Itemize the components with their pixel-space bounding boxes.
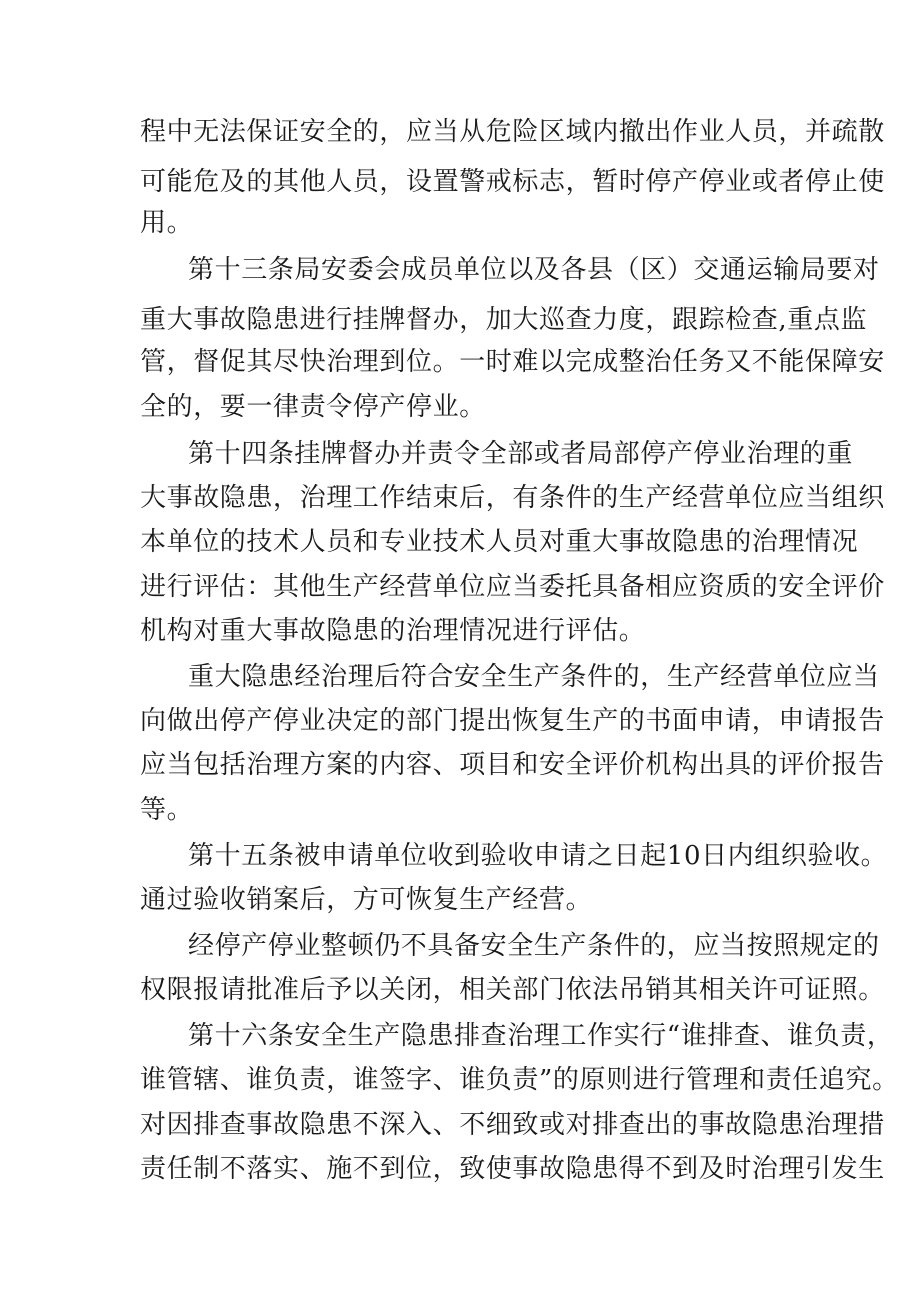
text-line: 向做出停产停业决定的部门提出恢复生产的书面申请，申请报告 <box>140 706 885 736</box>
text-line: 通过验收销案后，方可恢复生产经营。 <box>140 885 593 915</box>
text-line: 应当包括治理方案的内容、项目和安全评价机构出具的评价报告 <box>140 750 885 780</box>
article-16-heading-line: 第十六条安全生产隐患排查治理工作实行“谁排查、谁负责， <box>188 1021 894 1051</box>
text-line: 全的，要一律责令停产停业。 <box>140 392 486 422</box>
text-line: 可能危及的其他人员，设置警戒标志，暂时停产停业或者停止使 <box>140 167 885 197</box>
article-13-heading-line: 第十三条局安委会成员单位以及各县（区）交通运输局要对 <box>188 255 880 285</box>
article-15-heading-line: 第十五条被申请单位收到验收申请之日起10日内组织验收。 <box>188 841 888 871</box>
text-line: 谁管辖、谁负责，谁签字、谁负责”的原则进行管理和责任追究。 <box>140 1065 899 1095</box>
text-line: 用。 <box>140 208 194 238</box>
text-line: 本单位的技术人员和专业技术人员对重大事故隐患的治理情况 <box>140 527 859 557</box>
text-line: 重大事故隐患进行挂牌督办，加大巡查力度，跟踪检查,重点监 <box>140 305 868 335</box>
text-line: 机构对重大事故隐患的治理情况进行评估。 <box>140 616 646 646</box>
paragraph-first-line: 经停产停业整顿仍不具备安全生产条件的，应当按照规定的 <box>188 931 880 961</box>
text-line: 对因排查事故隐患不深入、不细致或对排查出的事故隐患治理措 <box>140 1110 885 1140</box>
text-line: 责任制不落实、施不到位，致使事故隐患得不到及时治理引发生 <box>140 1154 885 1184</box>
text-line: 大事故隐患，治理工作结束后，有条件的生产经营单位应当组织 <box>140 483 885 513</box>
paragraph-first-line: 重大隐患经治理后符合安全生产条件的，生产经营单位应当 <box>188 662 880 692</box>
text-line: 权限报请批准后予以关闭，相关部门依法吊销其相关许可证照。 <box>140 975 885 1005</box>
text-line: 等。 <box>140 795 194 825</box>
text-line: 程中无法保证安全的，应当从危险区域内撤出作业人员，并疏散 <box>140 117 885 147</box>
text-line: 进行评估：其他生产经营单位应当委托具备相应资质的安全评价 <box>140 572 885 602</box>
article-14-heading-line: 第十四条挂牌督办并责令全部或者局部停产停业治理的重 <box>188 439 854 469</box>
text-line: 管，督促其尽快治理到位。一时难以完成整治任务又不能保障安 <box>140 347 885 377</box>
